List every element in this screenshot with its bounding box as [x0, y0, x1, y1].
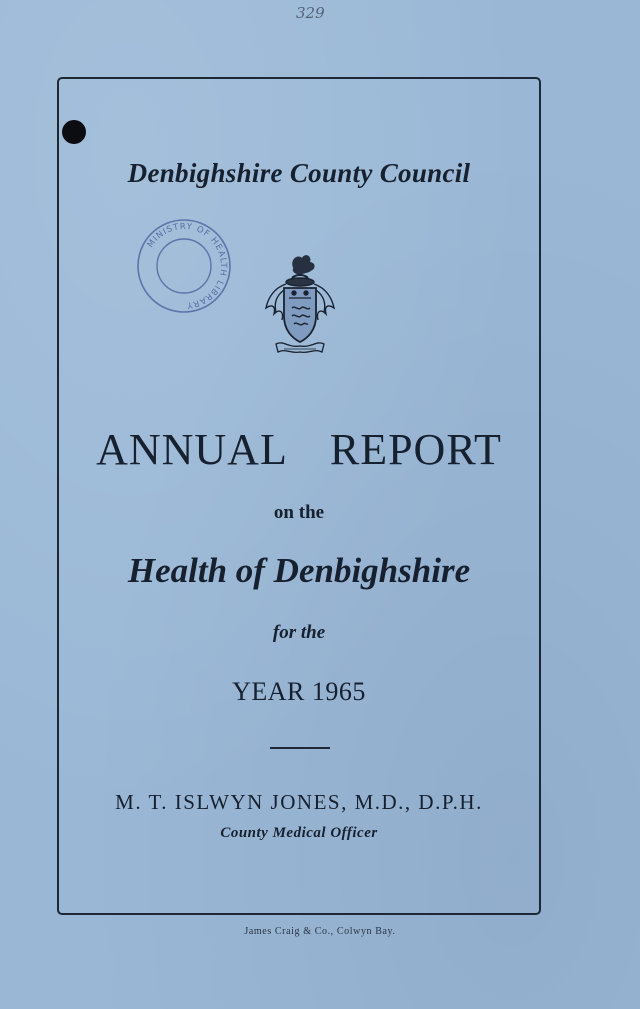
- on-the-label: on the: [273, 502, 325, 523]
- pencil-annotation: 329: [296, 4, 325, 22]
- punch-hole: [62, 120, 86, 144]
- divider-rule: [270, 747, 330, 749]
- report-title: [57, 424, 541, 475]
- svg-text:MINISTRY OF HEALTH LIBRARY: MINISTRY OF HEALTH LIBRARY: [145, 221, 229, 311]
- for-the-label: for the: [272, 622, 326, 643]
- report-year: YEAR 1965: [232, 677, 366, 706]
- title-word-report: REPORT: [329, 425, 502, 474]
- author-role: County Medical Officer: [220, 825, 378, 841]
- printer-imprint: James Craig & Co., Colwyn Bay.: [244, 926, 396, 937]
- title-word-annual: ANNUAL: [96, 425, 288, 474]
- coat-of-arms-icon: [258, 250, 342, 360]
- library-stamp-icon: [134, 216, 234, 316]
- author-name: M. T. ISLWYN JONES, M.D., D.P.H.: [115, 790, 483, 814]
- council-name: Denbighshire County Council: [127, 158, 471, 188]
- subject-title: Health of Denbighshire: [127, 551, 471, 590]
